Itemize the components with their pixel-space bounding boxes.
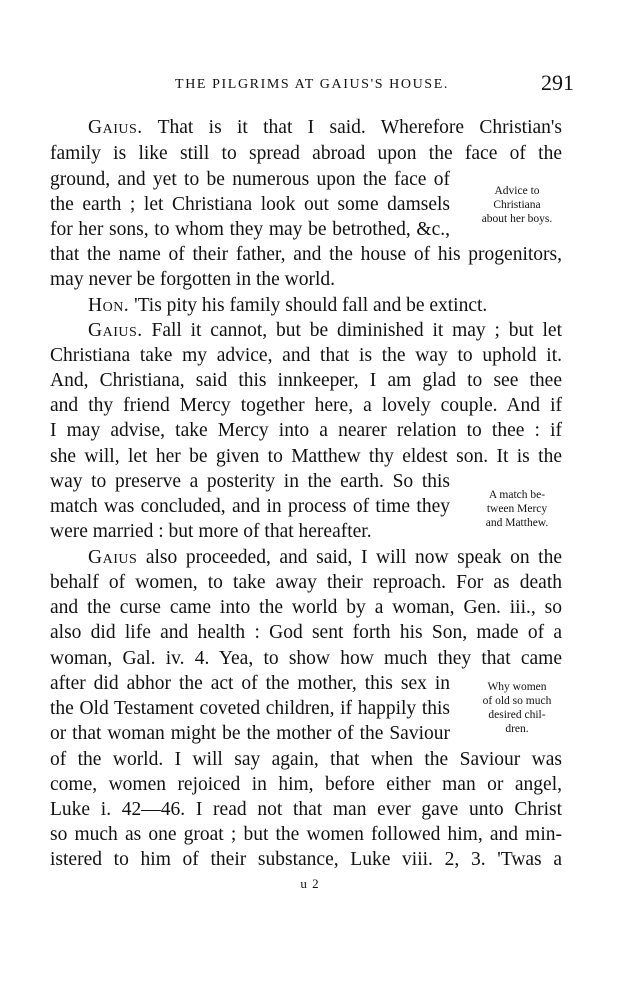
text-line: so much as one groat ; but the women followed him, and min- xyxy=(50,824,562,845)
text-line: I may advise, take Mercy into a nearer relation to thee : if xyxy=(50,420,562,441)
speaker-name: Hon. xyxy=(88,295,130,316)
text-line: and thy friend Mercy together here, a lovely couple. And if xyxy=(50,395,562,416)
running-header xyxy=(50,70,574,99)
text-line: also did life and health : God sent forth his Son, made of a xyxy=(50,622,562,643)
text-line: after did abhor the act of the mother, this sex in xyxy=(50,673,450,694)
text-line: Gaius. That is it that I said. Wherefore Christian's xyxy=(88,117,562,138)
text-line: the earth ; let Christiana look out some damsels xyxy=(50,194,450,215)
text-line: match was concluded, and in process of time they xyxy=(50,496,450,517)
speaker-name: Gaius. xyxy=(88,117,143,138)
text-line: And, Christiana, said this innkeeper, I am glad to see thee xyxy=(50,370,562,391)
text-line: or that woman might be the mother of the Saviour xyxy=(50,723,450,744)
text-line: woman, Gal. iv. 4. Yea, to show how much they that came xyxy=(50,648,562,669)
margin-note-women: Why women of old so much desired chil- dren. xyxy=(482,681,552,735)
text-line: the Old Testament coveted children, if happily this xyxy=(50,698,450,719)
text-line: way to preserve a posterity in the earth. So this xyxy=(50,471,450,492)
text-line: and the curse came into the world by a woman, Gen. iii., so xyxy=(50,597,562,618)
text-line: for her sons, to whom they may be betrothed, &c., xyxy=(50,219,450,240)
text-line: come, women rejoiced in him, before either man or angel, xyxy=(50,774,562,795)
margin-note-advice: Advice to Christiana about her boys. xyxy=(481,185,553,225)
text-line: Hon. 'Tis pity his family should fall and be extinct. xyxy=(88,295,488,316)
text-line: behalf of women, to take away their reproach. For as death xyxy=(50,572,562,593)
text-line: Gaius also proceeded, and said, I will now speak on the xyxy=(88,547,562,568)
text-line: of the world. I will say again, that when the Saviour was xyxy=(50,749,562,770)
text-line: may never be forgotten in the world. xyxy=(50,269,336,290)
text-line: that the name of their father, and the house of his progenitors, xyxy=(50,244,562,265)
text-line: Luke i. 42—46. I read not that man ever gave unto Christ xyxy=(50,799,562,820)
speaker-name: Gaius xyxy=(88,547,138,568)
text-line: she will, let her be given to Matthew thy eldest son. It is the xyxy=(50,446,562,467)
margin-note-match: A match be- tween Mercy and Matthew. xyxy=(485,489,549,529)
text-line: istered to him of their substance, Luke viii. 2, 3. 'Twas a xyxy=(50,849,562,870)
text-line: Christiana take my advice, and that is the way to uphold it. xyxy=(50,345,562,366)
text-line: Gaius. Fall it cannot, but be diminished it may ; but let xyxy=(88,320,562,341)
signature-mark: u 2 xyxy=(300,876,320,891)
text-line: family is like still to spread abroad upon the face of the xyxy=(50,143,562,164)
text-line: ground, and yet to be numerous upon the face of xyxy=(50,169,450,190)
running-title: THE PILGRIMS AT GAIUS'S HOUSE. xyxy=(175,77,449,92)
page-number: 291 xyxy=(541,70,574,95)
text-line: were married : but more of that hereafter. xyxy=(50,521,372,542)
speaker-name: Gaius. xyxy=(88,320,143,341)
